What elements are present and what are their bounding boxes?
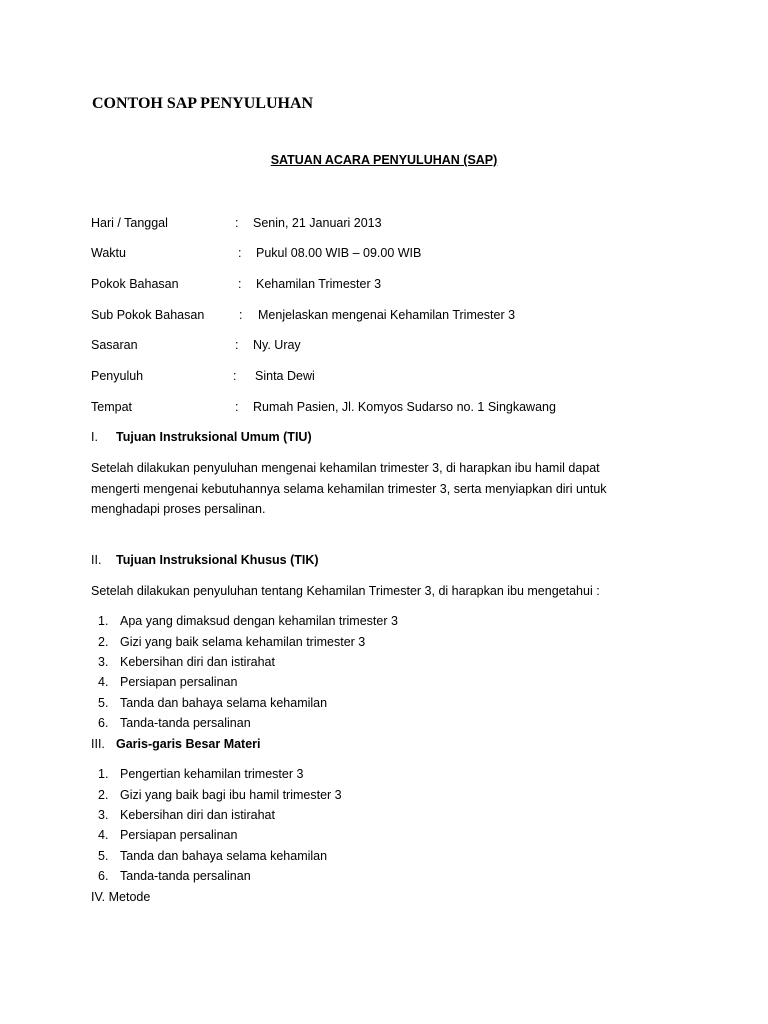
list-item-number: 5. xyxy=(98,849,109,863)
field-label-hari-tanggal: Hari / Tanggal xyxy=(91,216,168,230)
field-value-sasaran: Ny. Uray xyxy=(253,338,301,352)
section-title-tik: Tujuan Instruksional Khusus (TIK) xyxy=(116,553,319,567)
paragraph-line: menghadapi proses persalinan. xyxy=(91,502,266,516)
field-value-waktu: Pukul 08.00 WIB – 09.00 WIB xyxy=(256,246,422,260)
paragraph-line: Setelah dilakukan penyuluhan mengenai kehamilan trimester 3, di harapkan ibu hamil dapat xyxy=(91,461,600,475)
field-label-sub-pokok-bahasan: Sub Pokok Bahasan xyxy=(91,308,205,322)
list-item-number: 3. xyxy=(98,808,109,822)
list-item-number: 6. xyxy=(98,869,109,883)
section-title-metode: IV. Metode xyxy=(91,890,151,904)
field-colon: : xyxy=(239,308,243,322)
section-number: II. xyxy=(91,553,102,567)
field-colon: : xyxy=(238,277,242,291)
field-value-pokok-bahasan: Kehamilan Trimester 3 xyxy=(256,277,382,291)
list-item: Tanda-tanda persalinan xyxy=(120,716,251,730)
list-item: Tanda dan bahaya selama kehamilan xyxy=(120,696,328,710)
list-item: Tanda-tanda persalinan xyxy=(120,869,251,883)
section-number: III. xyxy=(91,737,105,751)
list-item-number: 2. xyxy=(98,635,109,649)
section-number: I. xyxy=(91,430,98,444)
field-value-hari-tanggal: Senin, 21 Januari 2013 xyxy=(253,216,382,230)
list-item-number: 2. xyxy=(98,788,109,802)
field-value-penyuluh: Sinta Dewi xyxy=(255,369,315,383)
list-item-number: 4. xyxy=(98,828,109,842)
field-colon: : xyxy=(235,338,239,352)
list-item-number: 3. xyxy=(98,655,109,669)
list-item: Gizi yang baik bagi ibu hamil trimester 3 xyxy=(120,788,342,802)
field-label-sasaran: Sasaran xyxy=(91,338,138,352)
document-title: CONTOH SAP PENYULUHAN xyxy=(92,95,314,112)
list-item: Kebersihan diri dan istirahat xyxy=(120,808,275,822)
list-item: Apa yang dimaksud dengan kehamilan trimester 3 xyxy=(120,614,398,628)
field-label-tempat: Tempat xyxy=(91,400,132,414)
list-item-number: 1. xyxy=(98,767,109,781)
field-colon: : xyxy=(235,216,239,230)
paragraph-line: Setelah dilakukan penyuluhan tentang Kehamilan Trimester 3, di harapkan ibu mengetahui : xyxy=(91,584,600,598)
list-item: Tanda dan bahaya selama kehamilan xyxy=(120,849,328,863)
paragraph-line: mengerti mengenai kebutuhannya selama kehamilan trimester 3, serta menyiapkan diri untuk xyxy=(91,482,607,496)
list-item: Kebersihan diri dan istirahat xyxy=(120,655,275,669)
list-item-number: 6. xyxy=(98,716,109,730)
list-item-number: 5. xyxy=(98,696,109,710)
list-item: Persiapan persalinan xyxy=(120,828,238,842)
list-item-number: 1. xyxy=(98,614,109,628)
list-item: Gizi yang baik selama kehamilan trimester 3 xyxy=(120,635,366,649)
section-title-tiu: Tujuan Instruksional Umum (TIU) xyxy=(116,430,312,444)
field-label-pokok-bahasan: Pokok Bahasan xyxy=(91,277,179,291)
section-title-materi: Garis-garis Besar Materi xyxy=(116,737,261,751)
list-item: Persiapan persalinan xyxy=(120,675,238,689)
field-colon: : xyxy=(235,400,239,414)
list-item-number: 4. xyxy=(98,675,109,689)
field-colon: : xyxy=(238,246,242,260)
field-colon: : xyxy=(233,369,237,383)
field-value-sub-pokok-bahasan: Menjelaskan mengenai Kehamilan Trimester 3 xyxy=(258,308,516,322)
field-label-penyuluh: Penyuluh xyxy=(91,369,144,383)
field-value-tempat: Rumah Pasien, Jl. Komyos Sudarso no. 1 Singkawang xyxy=(253,400,556,414)
list-item: Pengertian kehamilan trimester 3 xyxy=(120,767,304,781)
field-label-waktu: Waktu xyxy=(91,246,126,260)
sap-title: SATUAN ACARA PENYULUHAN (SAP) xyxy=(270,153,498,167)
